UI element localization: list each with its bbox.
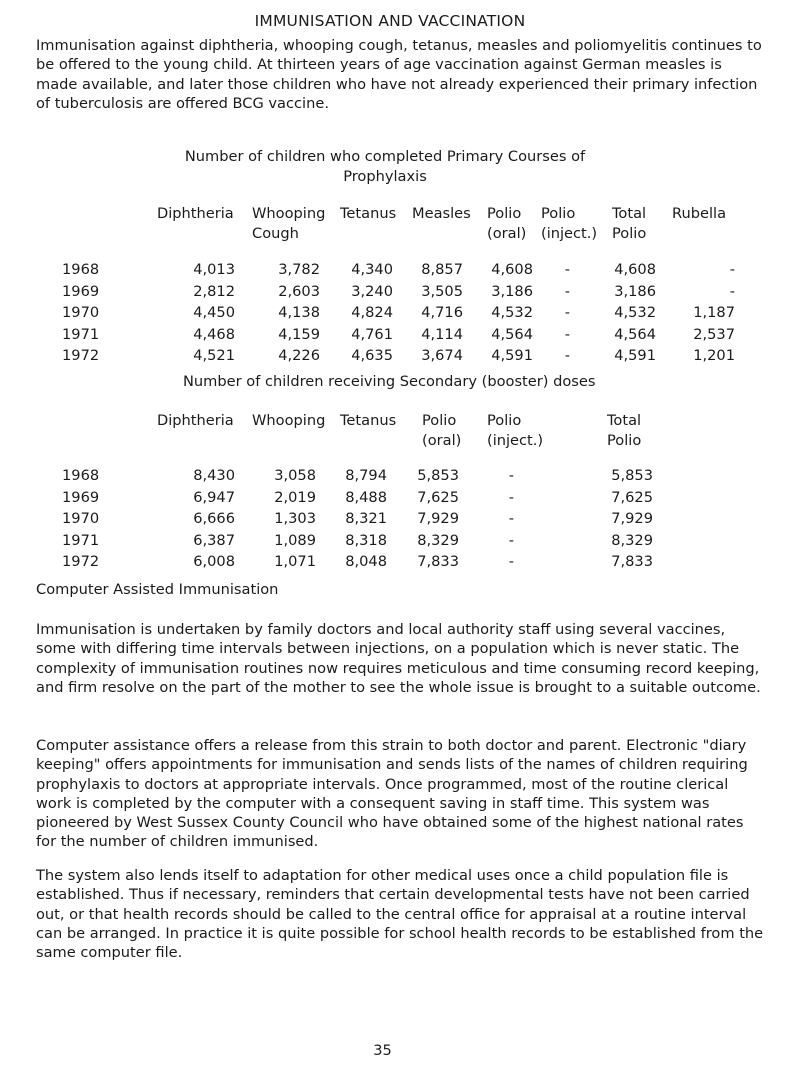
paragraph-immunisation: Immunisation is undertaken by family doctors and local authority staff using several vaccines, some with differing time intervals between injections, on a population which is never static. The complexity of immunisation routines now requires meticulous and time consuming record keeping, and firm resolve on the part of the mother to see the whole issue is brought to a suitable outcome. bbox=[36, 621, 761, 696]
table2-cell: 6,387 bbox=[193, 531, 235, 549]
page-heading: IMMUNISATION AND VACCINATION bbox=[254, 12, 526, 30]
table2-cell: 5,853 bbox=[611, 467, 653, 484]
table1-cell: - bbox=[564, 282, 570, 300]
table2-header: Total bbox=[607, 412, 642, 429]
table1-cell: 2,812 bbox=[193, 282, 235, 300]
table1-header-sub: (inject.) bbox=[541, 225, 598, 242]
table2-cell: - bbox=[508, 510, 514, 527]
table2-cell: 1,303 bbox=[274, 510, 316, 527]
table2-cell: 8,329 bbox=[417, 531, 459, 549]
table2-cell: - bbox=[508, 488, 514, 506]
table1-header: Total bbox=[612, 205, 647, 222]
intro-paragraph: Immunisation against diphtheria, whooping cough, tetanus, measles and poliomyelitis continues to be offered to the young child. At thirteen years of age vaccination against German measles is made available, and later those children who have not already experienced their primary infection of tuberculosis are offered BCG vaccine. bbox=[36, 37, 762, 112]
table2-cell: 6,947 bbox=[193, 488, 235, 506]
table1-year: 1969 bbox=[62, 282, 100, 300]
table2-year: 1970 bbox=[62, 510, 100, 527]
table2-cell: 1,071 bbox=[274, 553, 316, 570]
table1-cell: - bbox=[729, 261, 735, 278]
section-heading: Computer Assisted Immunisation bbox=[36, 581, 279, 598]
page-number: 35 bbox=[373, 1042, 392, 1059]
table1-year: 1968 bbox=[62, 261, 100, 278]
table1-header: Polio bbox=[487, 205, 522, 222]
table2-cell: - bbox=[508, 531, 514, 549]
table2-header-sub: (oral) bbox=[422, 432, 462, 449]
table2-year: 1972 bbox=[62, 553, 100, 570]
table1-cell: - bbox=[564, 261, 570, 278]
table1-cell: 4,608 bbox=[614, 261, 656, 278]
table1-cell: 4,138 bbox=[278, 304, 320, 321]
table1-header-sub: Polio bbox=[612, 225, 647, 242]
table2-year: 1969 bbox=[62, 488, 100, 506]
table1-header: Rubella bbox=[672, 205, 727, 222]
table1-cell: - bbox=[729, 282, 735, 300]
table2-header-sub: Polio bbox=[607, 432, 642, 449]
table1-header: Polio bbox=[541, 205, 576, 222]
paragraph-system-uses: The system also lends itself to adaptation for other medical uses once a child population file is established. Thus if necessary, reminders that certain developmental tests have not been carried out, or that health records should be called to the central office for appraisal at a routine interval can be arranged. In practice it is quite possible for school health records to be established from the same computer file. bbox=[36, 867, 764, 962]
table1-cell: - bbox=[564, 347, 570, 364]
table2-header: Polio bbox=[422, 412, 457, 429]
table1-year: 1971 bbox=[62, 325, 100, 343]
table1-cell: 4,450 bbox=[193, 304, 235, 321]
table1-cell: 4,635 bbox=[351, 347, 393, 364]
table1-header-sub: (oral) bbox=[487, 225, 527, 242]
table1-cell: 3,505 bbox=[421, 282, 463, 300]
table2-cell: 7,929 bbox=[611, 510, 653, 527]
table2-cell: 8,488 bbox=[345, 488, 387, 506]
table1-year: 1972 bbox=[62, 347, 100, 364]
table2-cell: 6,666 bbox=[193, 510, 235, 527]
table1-cell: 4,591 bbox=[491, 347, 533, 364]
table2-cell: - bbox=[508, 467, 514, 484]
table2-cell: 8,048 bbox=[345, 553, 387, 570]
table1-cell: 3,240 bbox=[351, 282, 393, 300]
table2-cell: 7,625 bbox=[417, 488, 459, 506]
table1-cell: 4,761 bbox=[351, 325, 393, 343]
table1-cell: - bbox=[564, 304, 570, 321]
table1-cell: 4,340 bbox=[351, 261, 393, 278]
table1-cell: 4,716 bbox=[421, 304, 463, 321]
table1-header-sub: Cough bbox=[252, 225, 299, 242]
table2-header: Diphtheria bbox=[157, 412, 234, 429]
table1-header: Tetanus bbox=[340, 205, 397, 222]
table1-title: Number of children who completed Primary Courses of Prophylaxis bbox=[184, 148, 586, 185]
table2-cell: 8,430 bbox=[193, 467, 235, 484]
table1-header: Whooping bbox=[252, 205, 326, 222]
table2-cell: 8,318 bbox=[345, 531, 387, 549]
table1-cell: 3,674 bbox=[421, 347, 463, 364]
table2-cell: 2,019 bbox=[274, 488, 316, 506]
table1-cell: 1,187 bbox=[693, 304, 735, 321]
table1-header: Measles bbox=[412, 205, 471, 222]
table1-cell: 8,857 bbox=[421, 261, 463, 278]
table2-header: Whooping bbox=[252, 412, 326, 429]
table2-cell: 5,853 bbox=[417, 467, 459, 484]
table2-cell: - bbox=[508, 553, 514, 570]
table2-cell: 7,625 bbox=[611, 488, 653, 506]
table2-cell: 1,089 bbox=[274, 531, 316, 549]
table2-cell: 6,008 bbox=[193, 553, 235, 570]
table1-cell: 4,532 bbox=[491, 304, 533, 321]
table1-header: Diphtheria bbox=[157, 205, 234, 222]
table1-cell: 4,013 bbox=[193, 261, 235, 278]
table1-year: 1970 bbox=[62, 304, 100, 321]
table1-cell: 4,608 bbox=[491, 261, 533, 278]
table2-cell: 7,929 bbox=[417, 510, 459, 527]
paragraph-computer-assistance: Computer assistance offers a release from this strain to both doctor and parent. Electronic "diary keeping" offers appointments for immunisation and sends lists of the names of children requiring prophylaxis to doctors at appropriate intervals. Once programmed, most of the routine clerical work is completed by the computer with a consequent saving in staff time. This system was pioneered by West Sussex County Council who have obtained some of the highest national rates for the number of children immunised. bbox=[36, 737, 748, 851]
table1-cell: 4,159 bbox=[278, 325, 320, 343]
table2-year: 1968 bbox=[62, 467, 100, 484]
table1-cell: 4,532 bbox=[614, 304, 656, 321]
table2-cell: 8,321 bbox=[345, 510, 387, 527]
table2-cell: 3,058 bbox=[274, 467, 316, 484]
table2-cell: 8,329 bbox=[611, 531, 653, 549]
table2-header-sub: (inject.) bbox=[487, 432, 544, 449]
table1-cell: 4,824 bbox=[351, 304, 393, 321]
table1-cell: 2,603 bbox=[278, 282, 320, 300]
table1-cell: 4,468 bbox=[193, 325, 235, 343]
table1-cell: 2,537 bbox=[693, 325, 735, 343]
table2-cell: 8,794 bbox=[345, 467, 387, 484]
table1-cell: - bbox=[564, 325, 570, 343]
table2-cell: 7,833 bbox=[417, 553, 459, 570]
table2-cell: 7,833 bbox=[611, 553, 653, 570]
table1-cell: 3,186 bbox=[614, 282, 656, 300]
table1-cell: 4,114 bbox=[421, 325, 463, 343]
table1-cell: 4,591 bbox=[614, 347, 656, 364]
table2-year: 1971 bbox=[62, 531, 100, 549]
table1-cell: 3,782 bbox=[278, 261, 320, 278]
table1-cell: 1,201 bbox=[693, 347, 735, 364]
table1-cell: 4,564 bbox=[614, 325, 656, 343]
table1-cell: 4,521 bbox=[193, 347, 235, 364]
table2-header: Polio bbox=[487, 412, 522, 429]
table1-cell: 3,186 bbox=[491, 282, 533, 300]
table2-header: Tetanus bbox=[340, 412, 397, 429]
table1-cell: 4,226 bbox=[278, 347, 320, 364]
table1-cell: 4,564 bbox=[491, 325, 533, 343]
table2-title: Number of children receiving Secondary (booster) doses bbox=[183, 373, 596, 390]
